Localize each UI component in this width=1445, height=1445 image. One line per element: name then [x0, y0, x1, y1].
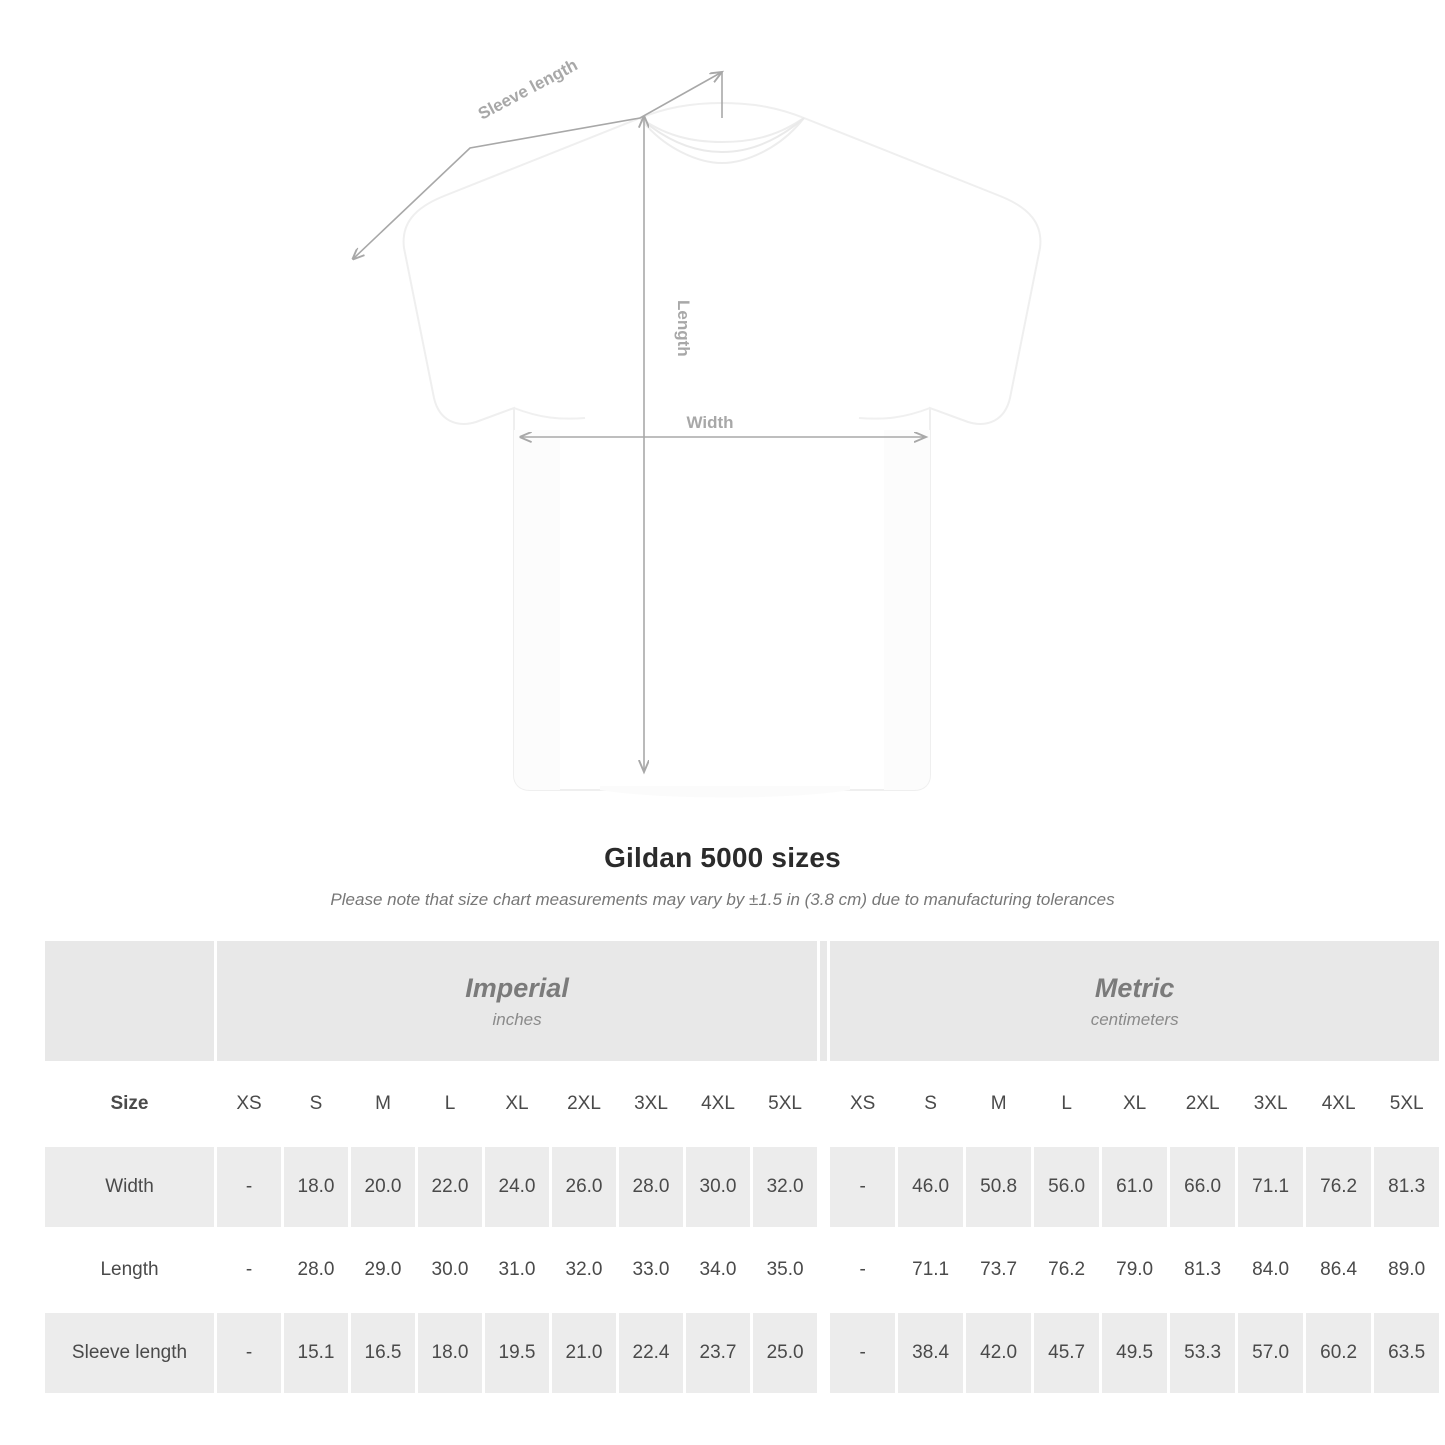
cell-length-imperial-5xl: 35.0 — [752, 1229, 819, 1312]
cell-sleeve-imperial-4xl: 23.7 — [685, 1312, 752, 1395]
cell-length-imperial-l: 30.0 — [417, 1229, 484, 1312]
col-header-metric-3xl: 3XL — [1237, 1063, 1305, 1146]
cell-width-metric-3xl: 71.1 — [1237, 1146, 1305, 1229]
col-header-imperial-xl: XL — [484, 1063, 551, 1146]
sleeve-length-label: Sleeve length — [474, 55, 581, 124]
cell-sleeve-metric-xs: - — [829, 1312, 897, 1395]
page-title: Gildan 5000 sizes — [604, 842, 841, 873]
cell-width-imperial-2xl: 26.0 — [551, 1146, 618, 1229]
length-label: Length — [674, 300, 693, 357]
unit-head-metric — [829, 940, 1441, 1063]
cell-sleeve-metric-5xl: 63.5 — [1373, 1312, 1441, 1395]
imperial-sub: inches — [492, 1009, 542, 1029]
size-table — [42, 938, 1442, 1396]
col-header-imperial-2xl: 2XL — [551, 1063, 618, 1146]
imperial-name: Imperial — [465, 973, 569, 1004]
cell-width-metric-2xl: 66.0 — [1169, 1146, 1237, 1229]
unit-head-imperial — [216, 940, 819, 1063]
table-row-width — [44, 1146, 1441, 1229]
cell-sleeve-metric-s: 38.4 — [897, 1312, 965, 1395]
metric-name: Metric — [1094, 973, 1175, 1004]
cell-sleeve-metric-m: 42.0 — [965, 1312, 1033, 1395]
cell-sleeve-metric-3xl: 57.0 — [1237, 1312, 1305, 1395]
size-header-row — [44, 1063, 1441, 1146]
cell-sleeve-imperial-l: 18.0 — [417, 1312, 484, 1395]
cell-width-imperial-m: 20.0 — [350, 1146, 417, 1229]
cell-width-metric-4xl: 76.2 — [1305, 1146, 1373, 1229]
col-header-metric-xl: XL — [1101, 1063, 1169, 1146]
col-header-metric-l: L — [1033, 1063, 1101, 1146]
col-header-imperial-l: L — [417, 1063, 484, 1146]
col-header-metric-s: S — [897, 1063, 965, 1146]
cell-length-metric-5xl: 89.0 — [1373, 1229, 1441, 1312]
cell-length-metric-4xl: 86.4 — [1305, 1229, 1373, 1312]
cell-length-metric-xs: - — [829, 1229, 897, 1312]
metric-sub: centimeters — [1090, 1009, 1179, 1029]
cell-length-metric-2xl: 81.3 — [1169, 1229, 1237, 1312]
col-header-metric-xs: XS — [829, 1063, 897, 1146]
cell-sleeve-imperial-xs: - — [216, 1312, 283, 1395]
cell-width-imperial-4xl: 30.0 — [685, 1146, 752, 1229]
cell-length-imperial-xs: - — [216, 1229, 283, 1312]
cell-length-imperial-2xl: 32.0 — [551, 1229, 618, 1312]
cell-sleeve-imperial-xl: 19.5 — [484, 1312, 551, 1395]
cell-sleeve-imperial-5xl: 25.0 — [752, 1312, 819, 1395]
cell-width-imperial-5xl: 32.0 — [752, 1146, 819, 1229]
row-header-size: Size — [44, 1063, 216, 1146]
tolerance-note: Please note that size chart measurements may vary by ±1.5 in (3.8 cm) due to manufacturing tolerances — [330, 890, 1115, 909]
col-header-metric-4xl: 4XL — [1305, 1063, 1373, 1146]
cell-length-metric-s: 71.1 — [897, 1229, 965, 1312]
table-row-length — [44, 1229, 1441, 1312]
unit-header-row — [44, 940, 1441, 1063]
row-gap-length — [819, 1229, 829, 1312]
cell-length-imperial-m: 29.0 — [350, 1229, 417, 1312]
col-header-imperial-4xl: 4XL — [685, 1063, 752, 1146]
cell-length-metric-m: 73.7 — [965, 1229, 1033, 1312]
col-header-imperial-xs: XS — [216, 1063, 283, 1146]
unit-head-gap — [819, 940, 829, 1063]
col-header-metric-5xl: 5XL — [1373, 1063, 1441, 1146]
row-label-sleeve-length: Sleeve length — [44, 1312, 216, 1395]
cell-length-metric-3xl: 84.0 — [1237, 1229, 1305, 1312]
cell-width-imperial-3xl: 28.0 — [618, 1146, 685, 1229]
cell-length-imperial-s: 28.0 — [283, 1229, 350, 1312]
cell-sleeve-metric-4xl: 60.2 — [1305, 1312, 1373, 1395]
row-gap-sleeve — [819, 1312, 829, 1395]
cell-width-metric-s: 46.0 — [897, 1146, 965, 1229]
cell-sleeve-metric-xl: 49.5 — [1101, 1312, 1169, 1395]
cell-width-metric-xl: 61.0 — [1101, 1146, 1169, 1229]
size-table-wrapper — [42, 938, 1426, 1396]
cell-width-imperial-xs: - — [216, 1146, 283, 1229]
cell-width-imperial-xl: 24.0 — [484, 1146, 551, 1229]
cell-sleeve-imperial-m: 16.5 — [350, 1312, 417, 1395]
row-label-width: Width — [44, 1146, 216, 1229]
cell-length-metric-xl: 79.0 — [1101, 1229, 1169, 1312]
table-row-sleeve-length — [44, 1312, 1441, 1395]
cell-width-metric-xs: - — [829, 1146, 897, 1229]
cell-length-imperial-3xl: 33.0 — [618, 1229, 685, 1312]
cell-length-imperial-xl: 31.0 — [484, 1229, 551, 1312]
col-header-imperial-3xl: 3XL — [618, 1063, 685, 1146]
row-gap-width — [819, 1146, 829, 1229]
cell-width-metric-5xl: 81.3 — [1373, 1146, 1441, 1229]
cell-width-imperial-l: 22.0 — [417, 1146, 484, 1229]
col-header-imperial-5xl: 5XL — [752, 1063, 819, 1146]
cell-width-metric-m: 50.8 — [965, 1146, 1033, 1229]
col-header-metric-m: M — [965, 1063, 1033, 1146]
title-block — [0, 842, 1445, 910]
cell-width-imperial-s: 18.0 — [283, 1146, 350, 1229]
cell-sleeve-imperial-3xl: 22.4 — [618, 1312, 685, 1395]
header-gap — [819, 1063, 829, 1146]
width-label: Width — [686, 413, 734, 432]
unit-head-blank — [44, 940, 216, 1063]
cell-sleeve-imperial-s: 15.1 — [283, 1312, 350, 1395]
tshirt-shape — [404, 103, 1041, 798]
col-header-metric-2xl: 2XL — [1169, 1063, 1237, 1146]
row-label-length: Length — [44, 1229, 216, 1312]
cell-sleeve-metric-l: 45.7 — [1033, 1312, 1101, 1395]
col-header-imperial-s: S — [283, 1063, 350, 1146]
col-header-imperial-m: M — [350, 1063, 417, 1146]
cell-sleeve-imperial-2xl: 21.0 — [551, 1312, 618, 1395]
cell-width-metric-l: 56.0 — [1033, 1146, 1101, 1229]
cell-sleeve-metric-2xl: 53.3 — [1169, 1312, 1237, 1395]
cell-length-imperial-4xl: 34.0 — [685, 1229, 752, 1312]
cell-length-metric-l: 76.2 — [1033, 1229, 1101, 1312]
